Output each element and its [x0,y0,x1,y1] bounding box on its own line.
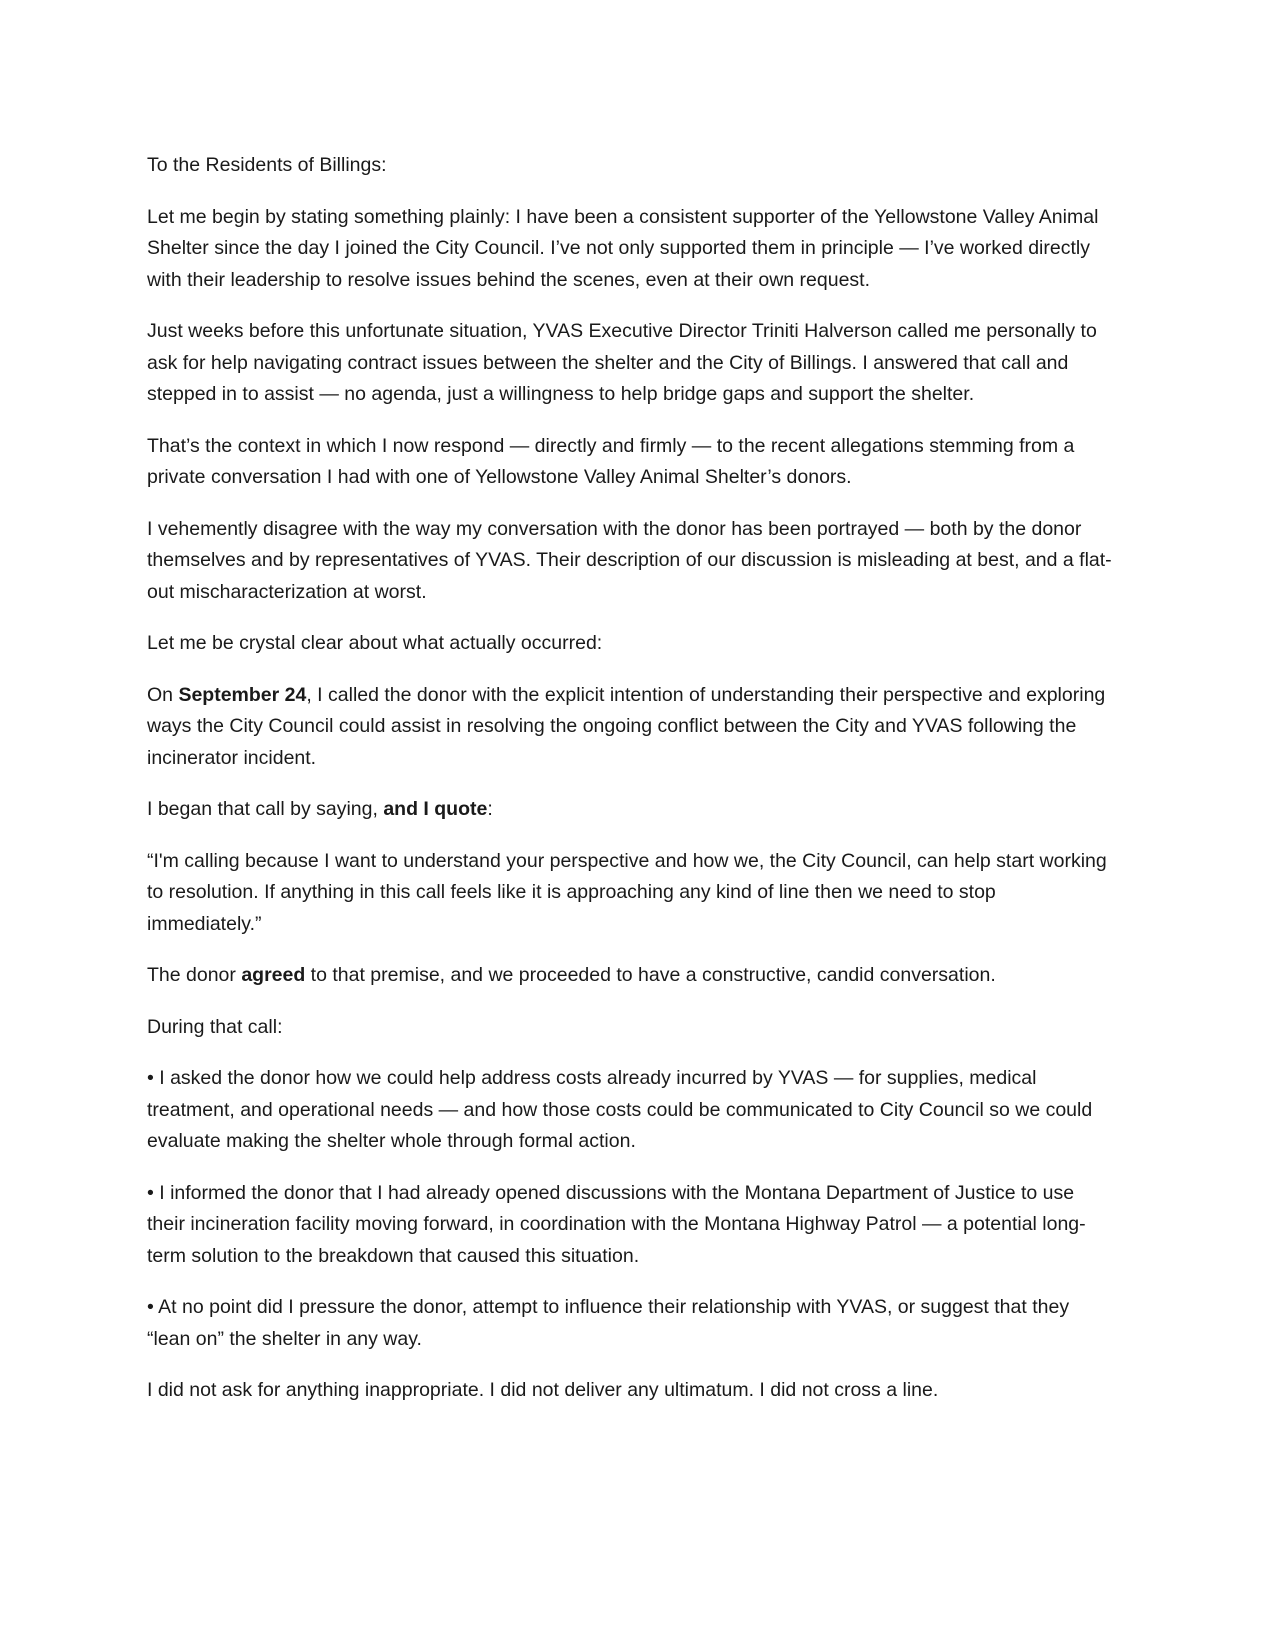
bullet-no-pressure: • At no point did I pressure the donor, attempt to influence their relationship with YVAS, or suggest that they “lean on” the shelter in any way. [147,1296,1070,1350]
bold-quote-label: and I quote [383,798,488,820]
quoted-statement: “I'm calling because I want to understand your perspective and how we, the City Council, can help start working to resolution. If anything in this call feels like it is approaching any kind of line then we need to stop immediately.” [147,849,1107,935]
paragraph-clear: Let me be crystal clear about what actually occurred: [147,632,603,654]
text-segment: I began that call by saying, [147,798,384,820]
text-segment: The donor [147,964,242,986]
bold-agreed: agreed [241,964,306,986]
text-segment: to that premise, and we proceeded to have a constructive, candid conversation. [305,964,996,986]
paragraph-context: That’s the context in which I now respond — directly and firmly — to the recent allegations stemming from a private conversation I had with one of Yellowstone Valley Animal Shelter’s donors. [147,434,1075,488]
bullet-doj-discussions: • I informed the donor that I had already opened discussions with the Montana Department of Justice to use their incineration facility moving forward, in coordination with the Montana Highway Patrol — a potential long-term solution to the breakdown that caused this situation. [147,1181,1086,1267]
paragraph-director-call: Just weeks before this unfortunate situation, YVAS Executive Director Triniti Halverson called me personally to ask for help navigating contract issues between the shelter and the City of Billings. I answered that call and stepped in to assist — no agenda, just a willingness to help bridge gaps and support the shelter. [147,320,1097,405]
letter-body [147,150,1112,1427]
text-segment: , I called the donor with the explicit intention of understanding their perspective and exploring ways the City Council could assist in resolving the ongoing conflict between the City and YVAS following the incinerator incident. [147,683,1106,769]
paragraph-september-call [147,680,1112,775]
salutation: To the Residents of Billings: [147,154,387,176]
text-segment: On [147,683,179,706]
paragraph-support: Let me begin by stating something plainly: I have been a consistent supporter of the Yellowstone Valley Animal Shelter since the day I joined the City Council. I’ve not only supported them in principle — I’ve worked directly with their leadership to resolve issues behind the scenes, even at their own request. [147,205,1099,291]
paragraph-disagree: I vehemently disagree with the way my conversation with the donor has been portrayed — both by the donor themselves and by representatives of YVAS. Their description of our discussion is misleading at best, and a flat-out mischaracterization at worst. [147,517,1112,603]
paragraph-during-call: During that call: [147,1015,283,1038]
paragraph-donor-agreed [147,960,1112,992]
paragraph-began-call [147,794,1112,826]
bold-date: September 24 [178,683,307,706]
text-segment: : [487,798,493,820]
bullet-costs: • I asked the donor how we could help address costs already incurred by YVAS — for supplies, medical treatment, and operational needs — and how those costs could be communicated to City Council so we could evaluate making the shelter whole through formal action. [147,1067,1093,1152]
closing-statement: I did not ask for anything inappropriate. I did not deliver any ultimatum. I did not cross a line. [147,1379,939,1401]
